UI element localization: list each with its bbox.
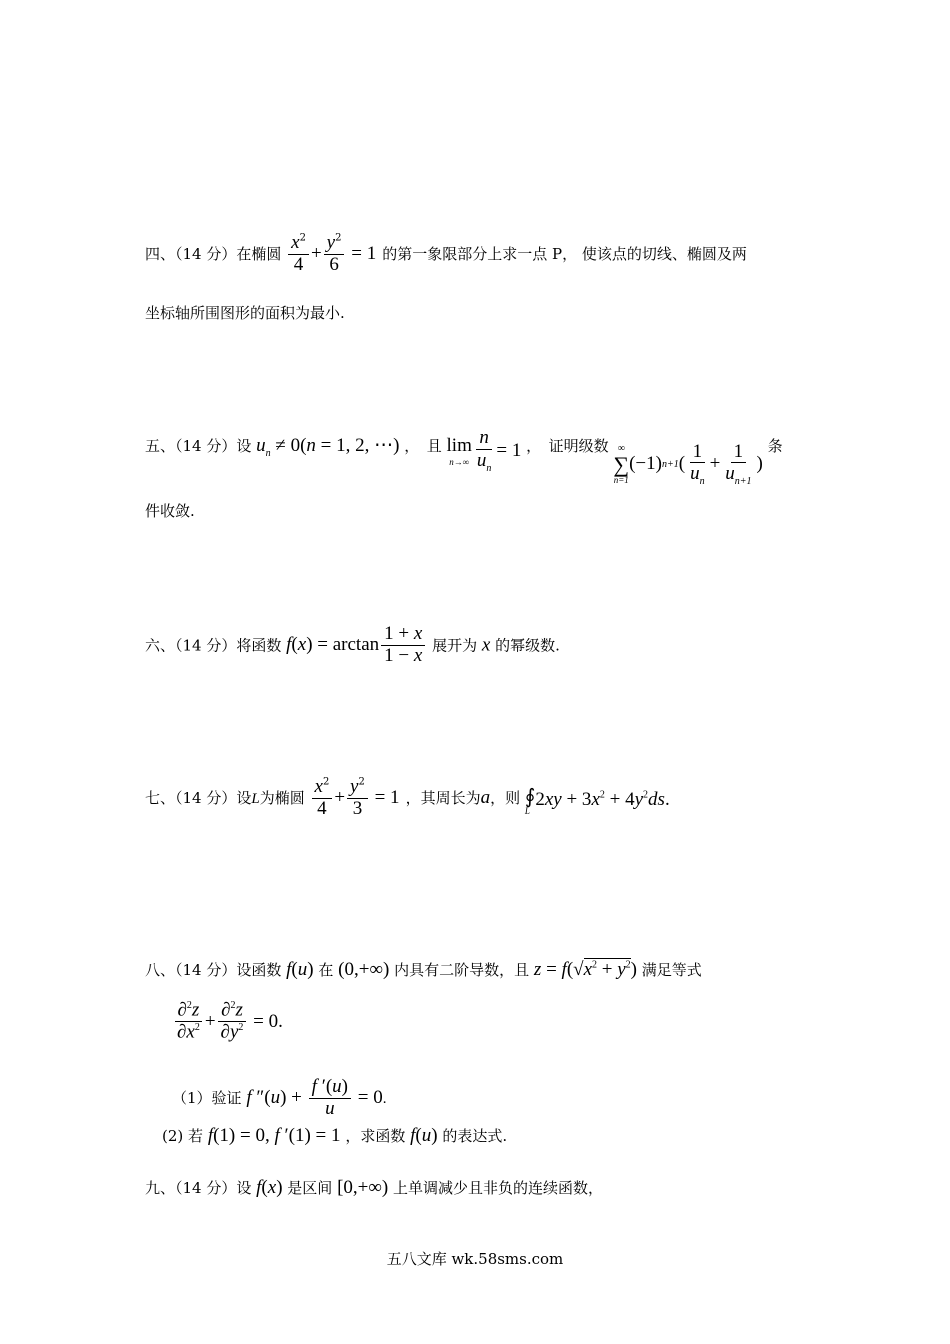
q5-limit-formula: lim n→∞ $\frac{n}{u_n}$ = 1 xyxy=(446,427,522,474)
q8-prefix: 八、（14 分）设函数 xyxy=(145,961,282,979)
q4-suffix: 的第一象限部分上求一点 P， 使该点的切线、椭圆及两 xyxy=(382,244,747,263)
q4-prefix: 四、（14 分）在椭圆 xyxy=(145,244,282,263)
q6-function-formula: f(x) = arctan $\frac{1 + x}{1 - x}$ xyxy=(286,633,427,655)
q6-variable: x xyxy=(481,634,491,656)
q8-line1 xyxy=(145,958,702,981)
q7-mid2: ，其周长为 xyxy=(405,788,481,807)
q5-line1 xyxy=(145,428,783,487)
q8-part1-label: （1）验证 xyxy=(172,1088,242,1107)
q7-line xyxy=(145,776,670,820)
q9-function: f(x) xyxy=(256,1177,283,1198)
q5-line2: 件收敛. xyxy=(145,502,195,520)
q4-line1 xyxy=(145,232,747,276)
q8-mid1: 在 xyxy=(318,961,334,979)
q8-part2-function: f(u) xyxy=(410,1125,438,1146)
q8-interval: (0,+∞) xyxy=(338,959,390,980)
q7-prefix: 七、（14 分）设 xyxy=(145,788,252,807)
q8-ode-formula: f ″(u) + $\frac{f '(u)}{u}$ = 0 xyxy=(246,1076,383,1119)
q7-suffix: ，则 xyxy=(490,788,521,807)
q8-mid2: 内具有二阶导数，且 xyxy=(394,961,530,979)
q8-laplace-equation: $\frac{\partial^2z}{\partial x^2}$ + $\frac{\partial^2z}{\partial y^2}$ = 0. xyxy=(172,1000,283,1043)
q5-mid2: ， 证明级数 xyxy=(526,436,609,455)
q7-ellipse-formula: $\frac{x^2}{4}$ + $\frac{y^2}{3}$ = 1 xyxy=(310,786,406,808)
q7-integral-formula: ∮ L $2xy + 3x^2 + 4y^2ds$. xyxy=(524,785,670,816)
q7-curve-name: L xyxy=(251,790,260,807)
q5-mid1: ， 且 xyxy=(404,436,442,455)
q6-mid: 展开为 xyxy=(432,636,478,655)
q8-function: f(u) xyxy=(286,959,314,980)
q7-mid: 为椭圆 xyxy=(259,788,305,807)
q8-initial-conditions: f(1) = 0, f ′(1) = 1 xyxy=(207,1125,341,1146)
q9-suffix: 上单调减少且非负的连续函数， xyxy=(393,1179,604,1197)
q5-suffix: 条 xyxy=(767,436,783,455)
q6-prefix: 六、（14 分）将函数 xyxy=(145,636,282,655)
q9-prefix: 九、（14 分）设 xyxy=(145,1179,252,1197)
page-footer: 五八文库 wk.58sms.com xyxy=(386,1250,564,1268)
q8-part1: （1）验证 f ″(u) + $\frac{f '(u)}{u}$ = 0. xyxy=(172,1076,387,1119)
q8-part2-mid: ，求函数 xyxy=(345,1127,406,1145)
q9-line xyxy=(145,1176,603,1199)
q5-condition-formula: $u_n \ne 0(n = 1$, 2, ⋯) xyxy=(256,434,400,459)
q8-part2-label: (2) 若 xyxy=(162,1127,204,1145)
q8-part2-suffix: 的表达式. xyxy=(442,1127,508,1145)
q5-series-formula: ∞ ∑ n=1 (−1) n+1 ( $\frac{1}{u_n}$ + $\frac{1}{u_{n+1}}$ ) xyxy=(613,440,763,488)
q4-ellipse-formula: $\frac{x^2}{4}$ + $\frac{y^2}{6}$ = 1 xyxy=(286,242,382,264)
q6-line xyxy=(145,624,560,667)
q7-perimeter-variable: a xyxy=(480,786,491,808)
q5-prefix: 五、（14 分）设 xyxy=(145,436,252,455)
q8-part2 xyxy=(162,1124,507,1147)
q8-composite-formula: $z = f(√x^2 + y^2)$ xyxy=(533,959,637,980)
q9-mid: 是区间 xyxy=(287,1179,333,1197)
q6-suffix: 的幂级数. xyxy=(495,636,560,655)
q9-interval: [0,+∞) xyxy=(337,1177,389,1198)
q8-suffix: 满足等式 xyxy=(641,961,702,979)
q4-line2: 坐标轴所围图形的面积为最小. xyxy=(145,304,345,322)
